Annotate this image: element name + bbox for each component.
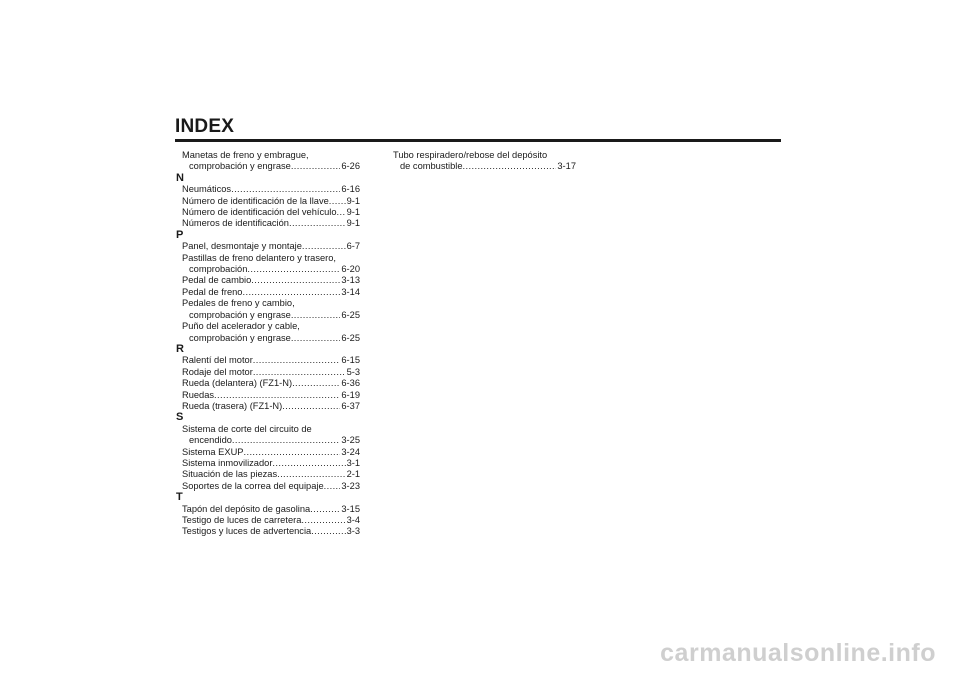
index-page-number: 3-4 xyxy=(346,515,360,525)
index-page-number: 9-1 xyxy=(346,207,360,218)
index-entry-text: Testigo de luces de carretera xyxy=(182,515,302,525)
index-entry xyxy=(175,447,360,458)
dot-leader xyxy=(292,378,340,389)
index-entry xyxy=(175,504,360,515)
index-entry-text: Pastillas de freno delantero y trasero, xyxy=(182,252,336,263)
index-entry-text: Manetas de freno y embrague, xyxy=(182,150,309,160)
index-entry-text: Sistema EXUP xyxy=(182,446,244,457)
index-entry xyxy=(175,321,360,344)
index-entry-text: Puño del acelerador y cable, xyxy=(182,321,300,332)
dot-leader xyxy=(463,161,557,172)
index-entry xyxy=(386,150,576,173)
index-page-number: 3-24 xyxy=(341,446,360,457)
index-page-number: 6-37 xyxy=(341,400,360,411)
dot-leader xyxy=(301,515,345,526)
index-entry-text: Pedales de freno y cambio, xyxy=(182,298,295,309)
index-entry-text: comprobación y engrase xyxy=(189,161,291,172)
index-entry-text: Ruedas xyxy=(182,389,215,400)
index-entry-text: Rueda (delantera) (FZ1-N) xyxy=(182,378,293,389)
dot-leader xyxy=(242,287,340,298)
index-entry xyxy=(175,218,360,229)
index-entry-text: Pedal de cambio xyxy=(182,275,252,286)
index-entry-text: Números de identificación xyxy=(182,218,289,229)
index-page-number: 6-25 xyxy=(341,332,360,343)
index-entry xyxy=(175,298,360,321)
index-letter-heading: R xyxy=(176,342,184,355)
dot-leader xyxy=(310,504,340,515)
index-entry-text: Pedal de freno xyxy=(182,286,243,297)
index-entry xyxy=(175,241,360,252)
dot-leader xyxy=(302,241,346,252)
index-entry xyxy=(175,184,360,195)
index-entry xyxy=(175,196,360,207)
index-entry xyxy=(175,401,360,412)
index-entry-text: Sistema inmovilizador xyxy=(182,457,273,468)
index-entry-text: Soportes de la correa del equipaje xyxy=(182,480,324,491)
index-entry xyxy=(175,481,360,492)
index-letter-heading: N xyxy=(176,171,184,184)
index-entry xyxy=(175,390,360,401)
index-page-number: 6-7 xyxy=(346,241,360,252)
index-entry-text: Rodaje del motor xyxy=(182,366,253,377)
dot-leader xyxy=(253,355,341,366)
index-entry xyxy=(175,526,360,537)
index-entry-text: Neumáticos xyxy=(182,184,232,195)
index-entry-text: Tapón del depósito de gasolina xyxy=(182,503,311,514)
index-page-number: 6-20 xyxy=(341,264,360,275)
index-entry-text: comprobación xyxy=(189,264,248,275)
dot-leader xyxy=(329,196,346,207)
index-entry xyxy=(175,355,360,366)
watermark-text: carmanualsonline.info xyxy=(660,639,936,667)
dot-leader xyxy=(291,333,341,344)
index-entry-text: Testigos y luces de advertencia xyxy=(182,526,312,537)
dot-leader xyxy=(282,401,340,412)
index-page-number: 6-16 xyxy=(341,184,360,195)
index-entry-text: Número de identificación de la llave xyxy=(182,195,329,206)
index-entry-text: Panel, desmontaje y montaje xyxy=(182,241,302,252)
index-entry xyxy=(175,378,360,389)
index-entry-text: Sistema de corte del circuito de xyxy=(182,423,312,434)
index-entry-text: de combustible xyxy=(400,161,463,172)
index-page-number: 6-36 xyxy=(341,378,360,389)
dot-leader xyxy=(232,435,340,446)
index-page-number: 2-1 xyxy=(346,469,360,480)
dot-leader xyxy=(251,275,340,286)
dot-leader xyxy=(337,207,346,218)
dot-leader xyxy=(277,469,345,480)
dot-leader xyxy=(247,264,340,275)
title-rule xyxy=(175,139,781,142)
index-entry-text: Número de identificación del vehículo xyxy=(182,207,337,218)
index-letter-heading: S xyxy=(176,411,184,424)
index-entry xyxy=(175,469,360,480)
index-entry xyxy=(175,150,360,173)
index-column-left xyxy=(175,150,360,538)
dot-leader xyxy=(291,310,341,321)
index-entry xyxy=(175,515,360,526)
index-entry xyxy=(175,424,360,447)
index-entry xyxy=(175,287,360,298)
dot-leader xyxy=(243,447,340,458)
index-page-number: 3-23 xyxy=(341,480,360,491)
index-page-number: 9-1 xyxy=(346,195,360,206)
index-entry-text: Tubo respiradero/rebose del depósito xyxy=(393,150,548,160)
dot-leader xyxy=(291,161,341,172)
index-page-number: 6-19 xyxy=(341,389,360,400)
dot-leader xyxy=(289,218,346,229)
index-entry-text: Ralentí del motor xyxy=(182,355,253,366)
index-letter-heading: T xyxy=(176,491,183,504)
index-page-number: 3-17 xyxy=(557,161,576,172)
index-page-number: 3-1 xyxy=(346,457,360,468)
index-entry xyxy=(175,207,360,218)
index-entry-text: Situación de las piezas xyxy=(182,469,278,480)
index-entry xyxy=(175,253,360,276)
index-page-number: 3-3 xyxy=(346,526,360,537)
dot-leader xyxy=(311,526,345,537)
index-entry xyxy=(175,367,360,378)
index-entry-text: comprobación y engrase xyxy=(189,309,291,320)
index-page-number: 6-26 xyxy=(341,161,360,172)
index-page-number: 3-14 xyxy=(341,286,360,297)
index-page-number: 6-15 xyxy=(341,355,360,366)
index-entry-text: comprobación y engrase xyxy=(189,332,291,343)
index-page-number: 6-25 xyxy=(341,309,360,320)
index-page-number: 3-13 xyxy=(341,275,360,286)
dot-leader xyxy=(231,184,340,195)
dot-leader xyxy=(324,481,341,492)
index-letter-heading: P xyxy=(176,228,184,241)
index-column-right xyxy=(386,150,576,173)
dot-leader xyxy=(253,367,346,378)
index-entry xyxy=(175,458,360,469)
index-entry-text: encendido xyxy=(189,435,232,446)
index-page-number: 5-3 xyxy=(346,366,360,377)
index-page-number: 3-25 xyxy=(341,435,360,446)
index-page-number: 3-15 xyxy=(341,503,360,514)
index-entry xyxy=(175,275,360,286)
dot-leader xyxy=(272,458,345,469)
dot-leader xyxy=(214,390,340,401)
page-title: INDEX xyxy=(175,116,235,137)
index-entry-text: Rueda (trasera) (FZ1-N) xyxy=(182,400,283,411)
index-page-number: 9-1 xyxy=(346,218,360,229)
